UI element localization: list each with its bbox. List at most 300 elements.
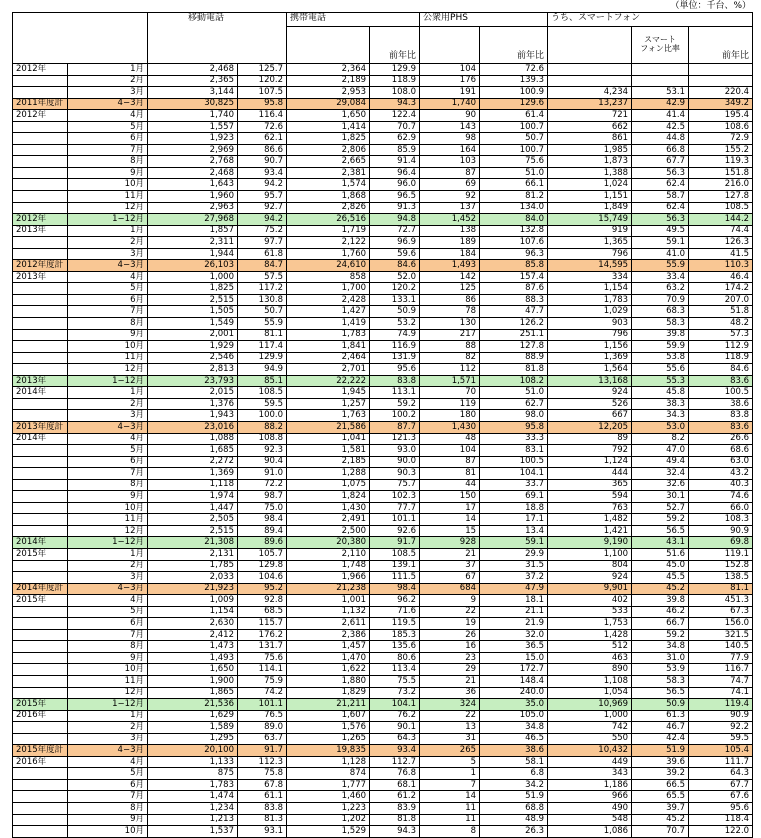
cell-smart-units: 449	[548, 756, 632, 768]
cell-smart-ratio: 32.4	[632, 468, 689, 480]
row-period: 1月	[68, 387, 148, 399]
table-row	[13, 791, 753, 803]
cell-keitai-units: 19,835	[287, 745, 370, 757]
header-keitai: 携帯電話	[287, 13, 420, 27]
cell-smart-ratio: 55.9	[632, 260, 689, 272]
row-period: 12月	[68, 202, 148, 214]
cell-phs-yoy: 51.0	[480, 167, 548, 179]
cell-phs-yoy: 157.4	[480, 271, 548, 283]
cell-keitai-units: 21,586	[287, 421, 370, 433]
cell-mobile-units: 1,629	[148, 710, 238, 722]
cell-smart-ratio: 45.0	[632, 560, 689, 572]
cell-mobile-yoy: 117.4	[238, 341, 287, 353]
cell-keitai-yoy: 75.7	[370, 479, 420, 491]
cell-mobile-units: 1,537	[148, 826, 238, 838]
row-period: 8月	[68, 318, 148, 330]
cell-smart-yoy: 119.3	[689, 156, 753, 168]
cell-phs-units: 164	[420, 144, 480, 156]
cell-keitai-yoy: 75.5	[370, 675, 420, 687]
table-row	[13, 387, 753, 399]
cell-phs-units: 142	[420, 271, 480, 283]
cell-smart-yoy: 40.3	[689, 479, 753, 491]
cell-smart-yoy: 116.7	[689, 664, 753, 676]
cell-mobile-yoy: 61.8	[238, 248, 287, 260]
cell-mobile-yoy: 91.7	[238, 745, 287, 757]
cell-mobile-yoy: 67.8	[238, 779, 287, 791]
row-period: 1月	[68, 710, 148, 722]
cell-phs-units: 8	[420, 826, 480, 838]
cell-mobile-yoy: 89.6	[238, 537, 287, 549]
cell-keitai-units: 1,650	[287, 110, 370, 122]
cell-phs-yoy: 47.9	[480, 583, 548, 595]
cell-mobile-yoy: 129.9	[238, 352, 287, 364]
cell-phs-units: 70	[420, 387, 480, 399]
cell-mobile-units: 1,118	[148, 479, 238, 491]
cell-smart-yoy	[689, 75, 753, 87]
cell-smart-ratio: 55.3	[632, 375, 689, 387]
row-year: 2014年	[13, 433, 68, 445]
cell-smart-yoy: 127.8	[689, 191, 753, 203]
header-smart-units	[548, 27, 632, 64]
cell-smart-units: 1,985	[548, 144, 632, 156]
table-row	[13, 294, 753, 306]
cell-smart-units: 890	[548, 664, 632, 676]
cell-mobile-units: 30,825	[148, 98, 238, 110]
cell-mobile-units: 2,505	[148, 514, 238, 526]
row-period: 10月	[68, 179, 148, 191]
row-year	[13, 75, 68, 87]
table-row	[13, 329, 753, 341]
cell-mobile-yoy: 130.8	[238, 294, 287, 306]
row-period: 2月	[68, 237, 148, 249]
table-row	[13, 595, 753, 607]
cell-mobile-units: 21,923	[148, 583, 238, 595]
cell-smart-ratio: 53.8	[632, 352, 689, 364]
table-row	[13, 167, 753, 179]
row-period: 2月	[68, 398, 148, 410]
cell-smart-yoy: 74.7	[689, 675, 753, 687]
cell-phs-yoy: 100.7	[480, 121, 548, 133]
cell-phs-units: 87	[420, 167, 480, 179]
row-year	[13, 364, 68, 376]
row-period: 11月	[68, 514, 148, 526]
cell-keitai-units: 1,128	[287, 756, 370, 768]
cell-mobile-yoy: 93.4	[238, 167, 287, 179]
cell-mobile-units: 2,969	[148, 144, 238, 156]
cell-keitai-yoy: 96.5	[370, 191, 420, 203]
cell-keitai-yoy: 102.3	[370, 491, 420, 503]
cell-phs-units: 78	[420, 306, 480, 318]
cell-smart-ratio: 66.5	[632, 779, 689, 791]
row-year	[13, 133, 68, 145]
row-year	[13, 318, 68, 330]
cell-mobile-yoy: 108.8	[238, 433, 287, 445]
cell-phs-units: 23	[420, 652, 480, 664]
cell-smart-units: 548	[548, 814, 632, 826]
row-period: 3月	[68, 410, 148, 422]
cell-keitai-units: 1,825	[287, 133, 370, 145]
row-period: 4−3月	[68, 421, 148, 433]
cell-keitai-yoy: 84.6	[370, 260, 420, 272]
cell-phs-yoy: 85.8	[480, 260, 548, 272]
cell-phs-yoy: 134.0	[480, 202, 548, 214]
row-period: 11月	[68, 675, 148, 687]
row-period: 1月	[68, 64, 148, 76]
cell-phs-yoy: 108.2	[480, 375, 548, 387]
cell-keitai-yoy: 96.9	[370, 237, 420, 249]
cell-mobile-units: 2,131	[148, 548, 238, 560]
cell-keitai-units: 2,122	[287, 237, 370, 249]
cell-smart-units: 1,365	[548, 237, 632, 249]
row-year: 2013年度計	[13, 421, 68, 433]
row-period: 5月	[68, 606, 148, 618]
cell-phs-units: 17	[420, 502, 480, 514]
cell-mobile-units: 2,311	[148, 237, 238, 249]
row-year: 2016年	[13, 756, 68, 768]
cell-smart-units: 89	[548, 433, 632, 445]
cell-smart-yoy: 122.0	[689, 826, 753, 838]
cell-smart-units: 10,432	[548, 745, 632, 757]
table-row	[13, 156, 753, 168]
cell-mobile-yoy: 92.3	[238, 445, 287, 457]
row-period: 11月	[68, 191, 148, 203]
cell-phs-units: 98	[420, 133, 480, 145]
cell-smart-yoy: 68.6	[689, 445, 753, 457]
cell-mobile-units: 2,468	[148, 64, 238, 76]
cell-mobile-yoy: 86.6	[238, 144, 287, 156]
row-period: 7月	[68, 629, 148, 641]
cell-phs-units: 13	[420, 722, 480, 734]
table-row	[13, 814, 753, 826]
cell-smart-units: 12,205	[548, 421, 632, 433]
cell-phs-units: 36	[420, 687, 480, 699]
cell-keitai-units: 2,364	[287, 64, 370, 76]
cell-smart-ratio: 61.3	[632, 710, 689, 722]
cell-keitai-yoy: 83.8	[370, 375, 420, 387]
cell-smart-units: 667	[548, 410, 632, 422]
cell-phs-units: 191	[420, 87, 480, 99]
cell-smart-yoy: 90.9	[689, 710, 753, 722]
cell-keitai-yoy: 113.1	[370, 387, 420, 399]
cell-keitai-yoy: 131.9	[370, 352, 420, 364]
cell-mobile-yoy: 115.7	[238, 618, 287, 630]
cell-smart-units: 796	[548, 248, 632, 260]
cell-phs-units: 150	[420, 491, 480, 503]
row-year	[13, 514, 68, 526]
row-period: 7月	[68, 306, 148, 318]
cell-phs-units: 928	[420, 537, 480, 549]
cell-phs-yoy: 34.8	[480, 722, 548, 734]
cell-smart-yoy: 195.4	[689, 110, 753, 122]
cell-smart-yoy: 51.8	[689, 306, 753, 318]
cell-mobile-yoy: 95.8	[238, 98, 287, 110]
table-row	[13, 537, 753, 549]
row-year	[13, 733, 68, 745]
cell-mobile-units: 2,272	[148, 456, 238, 468]
cell-phs-units: 37	[420, 560, 480, 572]
table-row	[13, 733, 753, 745]
row-period: 7月	[68, 144, 148, 156]
cell-phs-yoy: 105.0	[480, 710, 548, 722]
table-row	[13, 502, 753, 514]
cell-keitai-units: 2,806	[287, 144, 370, 156]
cell-smart-yoy: 77.9	[689, 652, 753, 664]
cell-phs-units: 15	[420, 525, 480, 537]
cell-phs-units: 22	[420, 710, 480, 722]
cell-smart-units: 1,369	[548, 352, 632, 364]
table-row	[13, 675, 753, 687]
cell-keitai-yoy: 104.1	[370, 699, 420, 711]
row-year	[13, 779, 68, 791]
cell-smart-units: 1,783	[548, 294, 632, 306]
row-year	[13, 618, 68, 630]
cell-smart-ratio: 51.6	[632, 548, 689, 560]
row-year	[13, 572, 68, 584]
cell-smart-yoy: 66.0	[689, 502, 753, 514]
cell-keitai-units: 21,211	[287, 699, 370, 711]
cell-smart-yoy: 105.4	[689, 745, 753, 757]
cell-mobile-units: 1,474	[148, 791, 238, 803]
cell-keitai-units: 2,185	[287, 456, 370, 468]
cell-smart-units: 1,154	[548, 283, 632, 295]
row-year	[13, 502, 68, 514]
cell-smart-ratio: 49.4	[632, 456, 689, 468]
cell-smart-yoy: 72.9	[689, 133, 753, 145]
cell-keitai-yoy: 93.0	[370, 445, 420, 457]
cell-smart-units: 1,054	[548, 687, 632, 699]
table-row	[13, 641, 753, 653]
cell-smart-ratio: 65.5	[632, 791, 689, 803]
cell-phs-units: 184	[420, 248, 480, 260]
cell-smart-ratio: 42.4	[632, 733, 689, 745]
row-period: 4月	[68, 756, 148, 768]
cell-smart-ratio: 52.7	[632, 502, 689, 514]
cell-mobile-units: 2,033	[148, 572, 238, 584]
cell-smart-yoy: 321.5	[689, 629, 753, 641]
row-period: 4月	[68, 595, 148, 607]
row-year	[13, 156, 68, 168]
cell-keitai-yoy: 91.4	[370, 156, 420, 168]
cell-keitai-units: 1,622	[287, 664, 370, 676]
cell-smart-yoy	[689, 64, 753, 76]
cell-keitai-yoy: 119.5	[370, 618, 420, 630]
cell-smart-yoy: 216.0	[689, 179, 753, 191]
cell-mobile-units: 1,133	[148, 756, 238, 768]
cell-mobile-yoy: 95.2	[238, 583, 287, 595]
cell-smart-units: 15,749	[548, 214, 632, 226]
table-row	[13, 225, 753, 237]
cell-keitai-units: 1,880	[287, 675, 370, 687]
cell-mobile-units: 1,944	[148, 248, 238, 260]
row-year	[13, 606, 68, 618]
cell-smart-yoy: 67.6	[689, 791, 753, 803]
table-row	[13, 64, 753, 76]
row-period: 1−12月	[68, 699, 148, 711]
cell-phs-units: 1	[420, 768, 480, 780]
cell-mobile-yoy: 57.5	[238, 271, 287, 283]
cell-phs-units: 103	[420, 156, 480, 168]
row-period: 4月	[68, 110, 148, 122]
table-row	[13, 629, 753, 641]
row-year: 2013年	[13, 225, 68, 237]
cell-smart-yoy: 64.3	[689, 768, 753, 780]
cell-phs-yoy: 51.9	[480, 791, 548, 803]
cell-smart-units: 9,901	[548, 583, 632, 595]
row-year	[13, 87, 68, 99]
cell-phs-units: 1,571	[420, 375, 480, 387]
table-row	[13, 87, 753, 99]
cell-smart-yoy: 118.4	[689, 814, 753, 826]
cell-phs-yoy: 139.3	[480, 75, 548, 87]
cell-mobile-units: 2,768	[148, 156, 238, 168]
cell-mobile-yoy: 72.2	[238, 479, 287, 491]
cell-phs-yoy: 62.7	[480, 398, 548, 410]
cell-keitai-yoy: 112.7	[370, 756, 420, 768]
row-period: 6月	[68, 456, 148, 468]
cell-mobile-units: 2,412	[148, 629, 238, 641]
cell-keitai-yoy: 62.9	[370, 133, 420, 145]
cell-keitai-yoy: 71.6	[370, 606, 420, 618]
cell-keitai-units: 1,223	[287, 803, 370, 815]
row-period: 6月	[68, 294, 148, 306]
row-period: 9月	[68, 491, 148, 503]
cell-keitai-units: 22,222	[287, 375, 370, 387]
cell-smart-yoy: 38.6	[689, 398, 753, 410]
cell-smart-yoy: 108.3	[689, 514, 753, 526]
cell-keitai-units: 1,529	[287, 826, 370, 838]
cell-phs-yoy: 34.2	[480, 779, 548, 791]
cell-smart-units: 1,100	[548, 548, 632, 560]
table-row	[13, 548, 753, 560]
cell-keitai-units: 1,824	[287, 491, 370, 503]
cell-phs-yoy: 96.3	[480, 248, 548, 260]
cell-keitai-yoy: 111.5	[370, 572, 420, 584]
cell-smart-units: 13,237	[548, 98, 632, 110]
cell-phs-yoy: 37.2	[480, 572, 548, 584]
cell-keitai-yoy: 59.6	[370, 248, 420, 260]
table-row	[13, 433, 753, 445]
cell-keitai-units: 1,574	[287, 179, 370, 191]
cell-mobile-units: 1,929	[148, 341, 238, 353]
cell-keitai-yoy: 85.9	[370, 144, 420, 156]
cell-keitai-yoy: 76.8	[370, 768, 420, 780]
cell-mobile-units: 2,515	[148, 294, 238, 306]
cell-smart-ratio: 34.8	[632, 641, 689, 653]
row-period: 1−12月	[68, 537, 148, 549]
cell-phs-units: 22	[420, 606, 480, 618]
cell-smart-units: 365	[548, 479, 632, 491]
cell-smart-yoy: 83.8	[689, 410, 753, 422]
cell-smart-ratio: 45.8	[632, 387, 689, 399]
cell-phs-yoy: 100.7	[480, 144, 548, 156]
row-year	[13, 687, 68, 699]
cell-keitai-units: 1,868	[287, 191, 370, 203]
cell-smart-yoy: 57.3	[689, 329, 753, 341]
row-period: 10月	[68, 502, 148, 514]
cell-smart-units: 1,124	[548, 456, 632, 468]
cell-smart-yoy: 74.4	[689, 225, 753, 237]
cell-smart-units: 1,186	[548, 779, 632, 791]
cell-keitai-units: 1,257	[287, 398, 370, 410]
cell-smart-units: 792	[548, 445, 632, 457]
table-row	[13, 121, 753, 133]
cell-smart-units: 10,969	[548, 699, 632, 711]
cell-mobile-units: 1,865	[148, 687, 238, 699]
cell-mobile-yoy: 116.4	[238, 110, 287, 122]
cell-phs-units: 14	[420, 514, 480, 526]
cell-keitai-units: 2,381	[287, 167, 370, 179]
cell-smart-ratio: 62.4	[632, 202, 689, 214]
cell-mobile-yoy: 55.9	[238, 318, 287, 330]
cell-smart-units: 966	[548, 791, 632, 803]
cell-smart-yoy: 220.4	[689, 87, 753, 99]
cell-smart-yoy: 74.1	[689, 687, 753, 699]
cell-smart-ratio: 30.1	[632, 491, 689, 503]
row-year	[13, 479, 68, 491]
table-row	[13, 618, 753, 630]
cell-mobile-yoy: 91.0	[238, 468, 287, 480]
cell-mobile-units: 1,447	[148, 502, 238, 514]
cell-keitai-yoy: 98.4	[370, 583, 420, 595]
table-row	[13, 468, 753, 480]
table-row	[13, 260, 753, 272]
cell-phs-units: 16	[420, 641, 480, 653]
row-year	[13, 410, 68, 422]
row-year	[13, 341, 68, 353]
cell-smart-ratio: 42.5	[632, 121, 689, 133]
cell-mobile-units: 1,960	[148, 191, 238, 203]
cell-smart-yoy: 67.3	[689, 606, 753, 618]
cell-mobile-yoy: 93.1	[238, 826, 287, 838]
cell-smart-yoy: 108.6	[689, 121, 753, 133]
cell-smart-ratio: 45.2	[632, 814, 689, 826]
cell-phs-units: 21	[420, 548, 480, 560]
row-period: 1−12月	[68, 214, 148, 226]
table-row	[13, 110, 753, 122]
cell-phs-units: 324	[420, 699, 480, 711]
row-year	[13, 722, 68, 734]
cell-phs-units: 87	[420, 456, 480, 468]
cell-keitai-units: 1,576	[287, 722, 370, 734]
cell-keitai-yoy: 101.1	[370, 514, 420, 526]
table-row	[13, 375, 753, 387]
table-row	[13, 75, 753, 87]
cell-keitai-units: 1,427	[287, 306, 370, 318]
cell-phs-units: 1,493	[420, 260, 480, 272]
cell-phs-units: 125	[420, 283, 480, 295]
table-row	[13, 318, 753, 330]
row-year	[13, 144, 68, 156]
cell-smart-ratio: 41.4	[632, 110, 689, 122]
row-year	[13, 283, 68, 295]
cell-mobile-units: 1,740	[148, 110, 238, 122]
row-period: 6月	[68, 779, 148, 791]
row-period: 3月	[68, 87, 148, 99]
cell-smart-units: 1,029	[548, 306, 632, 318]
cell-mobile-yoy: 75.6	[238, 652, 287, 664]
cell-keitai-units: 2,491	[287, 514, 370, 526]
cell-mobile-yoy: 75.2	[238, 225, 287, 237]
cell-mobile-units: 27,968	[148, 214, 238, 226]
row-period: 4月	[68, 271, 148, 283]
cell-smart-ratio: 59.9	[632, 341, 689, 353]
cell-mobile-units: 1,923	[148, 133, 238, 145]
table-row	[13, 514, 753, 526]
cell-phs-units: 19	[420, 618, 480, 630]
cell-smart-units: 533	[548, 606, 632, 618]
cell-phs-units: 67	[420, 572, 480, 584]
cell-smart-yoy: 126.3	[689, 237, 753, 249]
